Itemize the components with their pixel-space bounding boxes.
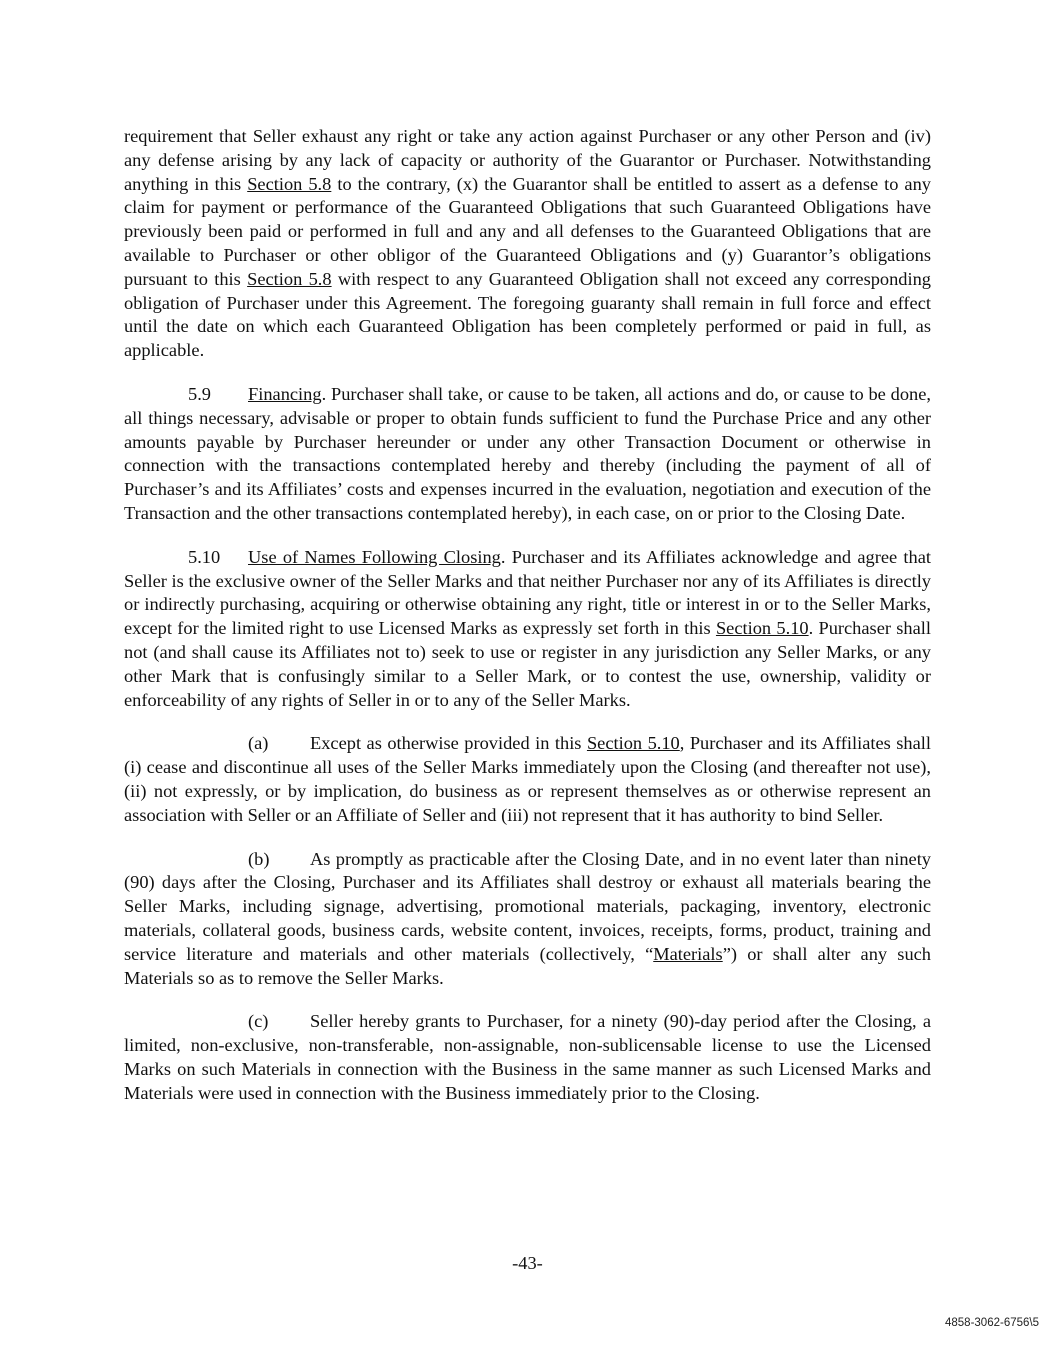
text: ”) or shall alter any such Materials so as to remove the Seller Marks. — [124, 943, 931, 988]
page-number: -43- — [512, 1253, 543, 1273]
text: to the contrary, (x) the Guarantor shall be entitled to assert as a defense to any claim for payment or performance of the Guaranteed Obligations that such Guaranteed Obligations have previously been paid or performed in full and any and all defenses to the Guaranteed Obligations that are available to Purchaser or other obligor of the Guaranteed Obligations and (y) Guarantor’s obligations pursuant to this — [124, 173, 931, 289]
text: , Purchaser and its Affiliates shall (i) cease and discontinue all uses of the Seller Marks immediately upon the Closing (and thereafter not use), (ii) not expressly, or by implication, do business as or represent themselves as or otherwise represent an association with Seller or an Affiliate of Seller and (iii) not represent that it has authority to bind Seller. — [124, 733, 931, 825]
subsection-label: (b) — [248, 848, 270, 869]
subsection-label: (a) — [248, 733, 269, 754]
section-reference: Section 5.10 — [586, 733, 680, 754]
text: Seller hereby grants to Purchaser, for a ninety (90)-day period after the Closing, a limited, non-exclusive, non-transferable, non-assignable, non-sublicensable license to use the Licensed Marks on such Materials in connection with the Business in the same manner as such Licensed Marks and Materials were used in connection with the Business immediately prior to the Closing. — [124, 1011, 931, 1103]
section-5-9-financing — [124, 383, 931, 526]
punctuation: . — [500, 546, 512, 567]
text: Except as otherwise provided in this — [310, 733, 587, 754]
subsection-label: (c) — [248, 1011, 269, 1032]
section-heading: Financing — [248, 383, 322, 404]
section-number: 5.9 — [188, 383, 211, 404]
section-number: 5.10 — [188, 546, 221, 567]
subsection-c — [124, 1010, 931, 1105]
section-5-10-use-of-names — [124, 546, 931, 713]
text: Purchaser shall take, or cause to be taken, all actions and do, or cause to be done, all things necessary, advisable or proper to obtain funds sufficient to fund the Purchase Price and any other amounts payable by Purchaser hereunder or under any other Transaction Document or otherwise in connection with the transactions contemplated hereby and thereby (including the payment of all of Purchaser’s and its Affiliates’ costs and expenses incurred in the evaluation, negotiation and execution of the Transaction and the other transactions contemplated hereby), in each case, on or prior to the Closing Date. — [124, 383, 931, 523]
paragraph-guaranty-continued — [124, 125, 931, 363]
text: requirement that Seller exhaust any right or take any action against Purchaser or any other Person and (iv) any defense arising by any lack of capacity or authority of the Guarantor or Purchaser. Notwithstanding anything in this — [124, 126, 931, 194]
section-reference: Section 5.8 — [247, 173, 332, 194]
section-reference: Section 5.8 — [247, 268, 332, 289]
document-body — [124, 125, 931, 1105]
punctuation: . — [321, 383, 331, 404]
subsection-b — [124, 848, 931, 991]
text: Purchaser and its Affiliates acknowledge and agree that Seller is the exclusive owner of the Seller Marks and that neither Purchaser nor any of its Affiliates is directly or indirectly purchasing, acquiring or otherwise obtaining any right, title or interest in or to the Seller Marks, except for the limited right to use Licensed Marks as expressly set forth in this — [124, 546, 931, 639]
section-heading: Use of Names Following Closing — [248, 546, 501, 567]
section-reference: Section 5.10 — [715, 618, 809, 639]
document-id: 4858-3062-6756\5 — [945, 1317, 1039, 1329]
text: As promptly as practicable after the Closing Date, and in no event later than ninety (90) days after the Closing, Purchaser and its Affiliates shall destroy or exhaust all materials bearing the Seller Marks, including signage, advertising, promotional materials, packaging, inventory, electronic materials, collateral goods, business cards, website content, invoices, receipts, forms, product, training and service literature and materials and other materials (collectively, “ — [124, 848, 931, 964]
text: . Purchaser shall not (and shall cause its Affiliates not to) seek to use or register in any jurisdiction any Seller Marks, or any other Mark that is confusingly similar to a Seller Mark, or to contest the use, ownership, validity or enforceability of any rights of Seller in or to any of the Seller Marks. — [124, 618, 931, 710]
text: with respect to any Guaranteed Obligation shall not exceed any corresponding obligation of Purchaser under this Agreement. The foregoing guaranty shall remain in full force and effect until the date on which each Guaranteed Obligation has been completely performed or paid in full, as applicable. — [124, 268, 932, 361]
defined-term: Materials — [653, 943, 723, 964]
subsection-a — [124, 732, 931, 827]
